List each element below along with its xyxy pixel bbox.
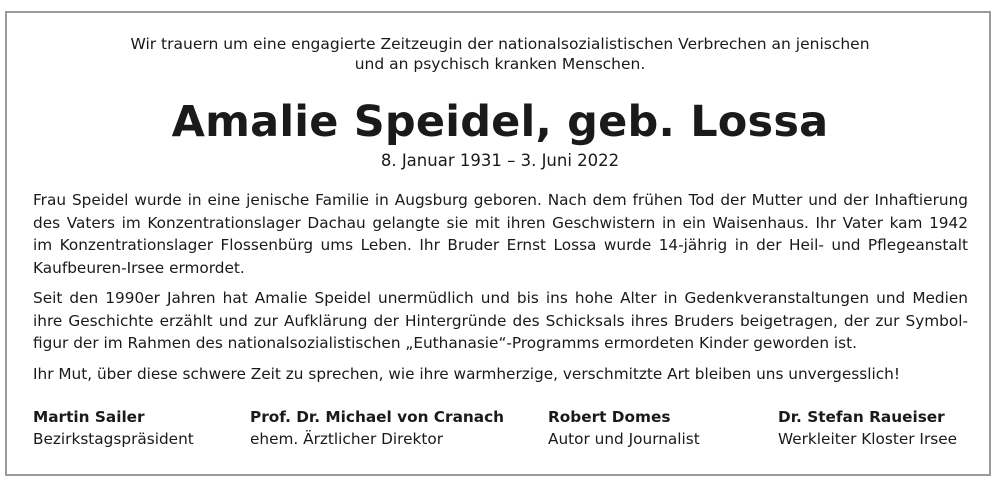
signer-name: Martin Sailer xyxy=(33,408,145,426)
intro-text xyxy=(0,34,1000,74)
signer-4 xyxy=(778,406,957,450)
paragraph-line: des Vaters im Konzentrationslager Dachau gelangte sie mit ihren Geschwistern in ein Waisenhaus. Ihr Vater kam 1942 xyxy=(33,213,968,232)
signer-name: Robert Domes xyxy=(548,408,671,426)
paragraph-line: ihre Geschichte erzählt und zur Aufklärung der Hintergründe des Schicksals ihres Bruders beigetragen, der zur Symbol- xyxy=(33,311,968,330)
paragraph-1 xyxy=(33,189,968,279)
paragraph-2 xyxy=(33,287,968,355)
paragraph-line: figur der im Rahmen des nationalsozialistischen „Euthanasie“-Programms ermordeten Kinder geworden ist. xyxy=(33,334,857,352)
signer-title: ehem. Ärztlicher Direktor xyxy=(250,430,443,448)
signatories xyxy=(0,406,1000,456)
signer-title: Bezirkstagspräsident xyxy=(33,430,194,448)
signer-name: Dr. Stefan Raueiser xyxy=(778,408,945,426)
signer-title: Autor und Journalist xyxy=(548,430,700,448)
paragraph-line: Frau Speidel wurde in eine jenische Familie in Augsburg geboren. Nach dem frühen Tod der Mutter und der Inhaftierung xyxy=(33,191,968,209)
signer-1 xyxy=(33,406,194,450)
signer-name: Prof. Dr. Michael von Cranach xyxy=(250,408,505,426)
paragraph-line: Seit den 1990er Jahren hat Amalie Speidel unermüdlich und bis ins hohe Alter in Gedenkveranstaltungen und Medien xyxy=(33,289,968,307)
paragraph-line: Ihr Mut, über diese schwere Zeit zu sprechen, wie ihre warmherzige, verschmitzte Art bleiben uns unvergesslich! xyxy=(33,364,900,383)
signer-2 xyxy=(250,406,504,450)
signer-title: Werkleiter Kloster Irsee xyxy=(778,430,958,448)
intro-line-1: Wir trauern um eine engagierte Zeitzeugin der nationalsozialistischen Verbrechen an jenischen xyxy=(130,35,870,53)
life-dates: 8. Januar 1931 – 3. Juni 2022 xyxy=(380,151,620,170)
paragraph-line: Kaufbeuren-Irsee ermordet. xyxy=(33,258,245,277)
deceased-name: Amalie Speidel, geb. Lossa xyxy=(171,97,829,147)
paragraph-line: im Konzentrationslager Flossenbürg ums Leben. Ihr Bruder Ernst Lossa wurde 14-jährig in der Heil- und Pflegeanstalt xyxy=(33,236,968,254)
paragraph-3 xyxy=(33,363,968,386)
intro-line-2: und an psychisch kranken Menschen. xyxy=(354,55,646,73)
signer-3 xyxy=(548,406,700,450)
obituary-body xyxy=(33,189,968,393)
